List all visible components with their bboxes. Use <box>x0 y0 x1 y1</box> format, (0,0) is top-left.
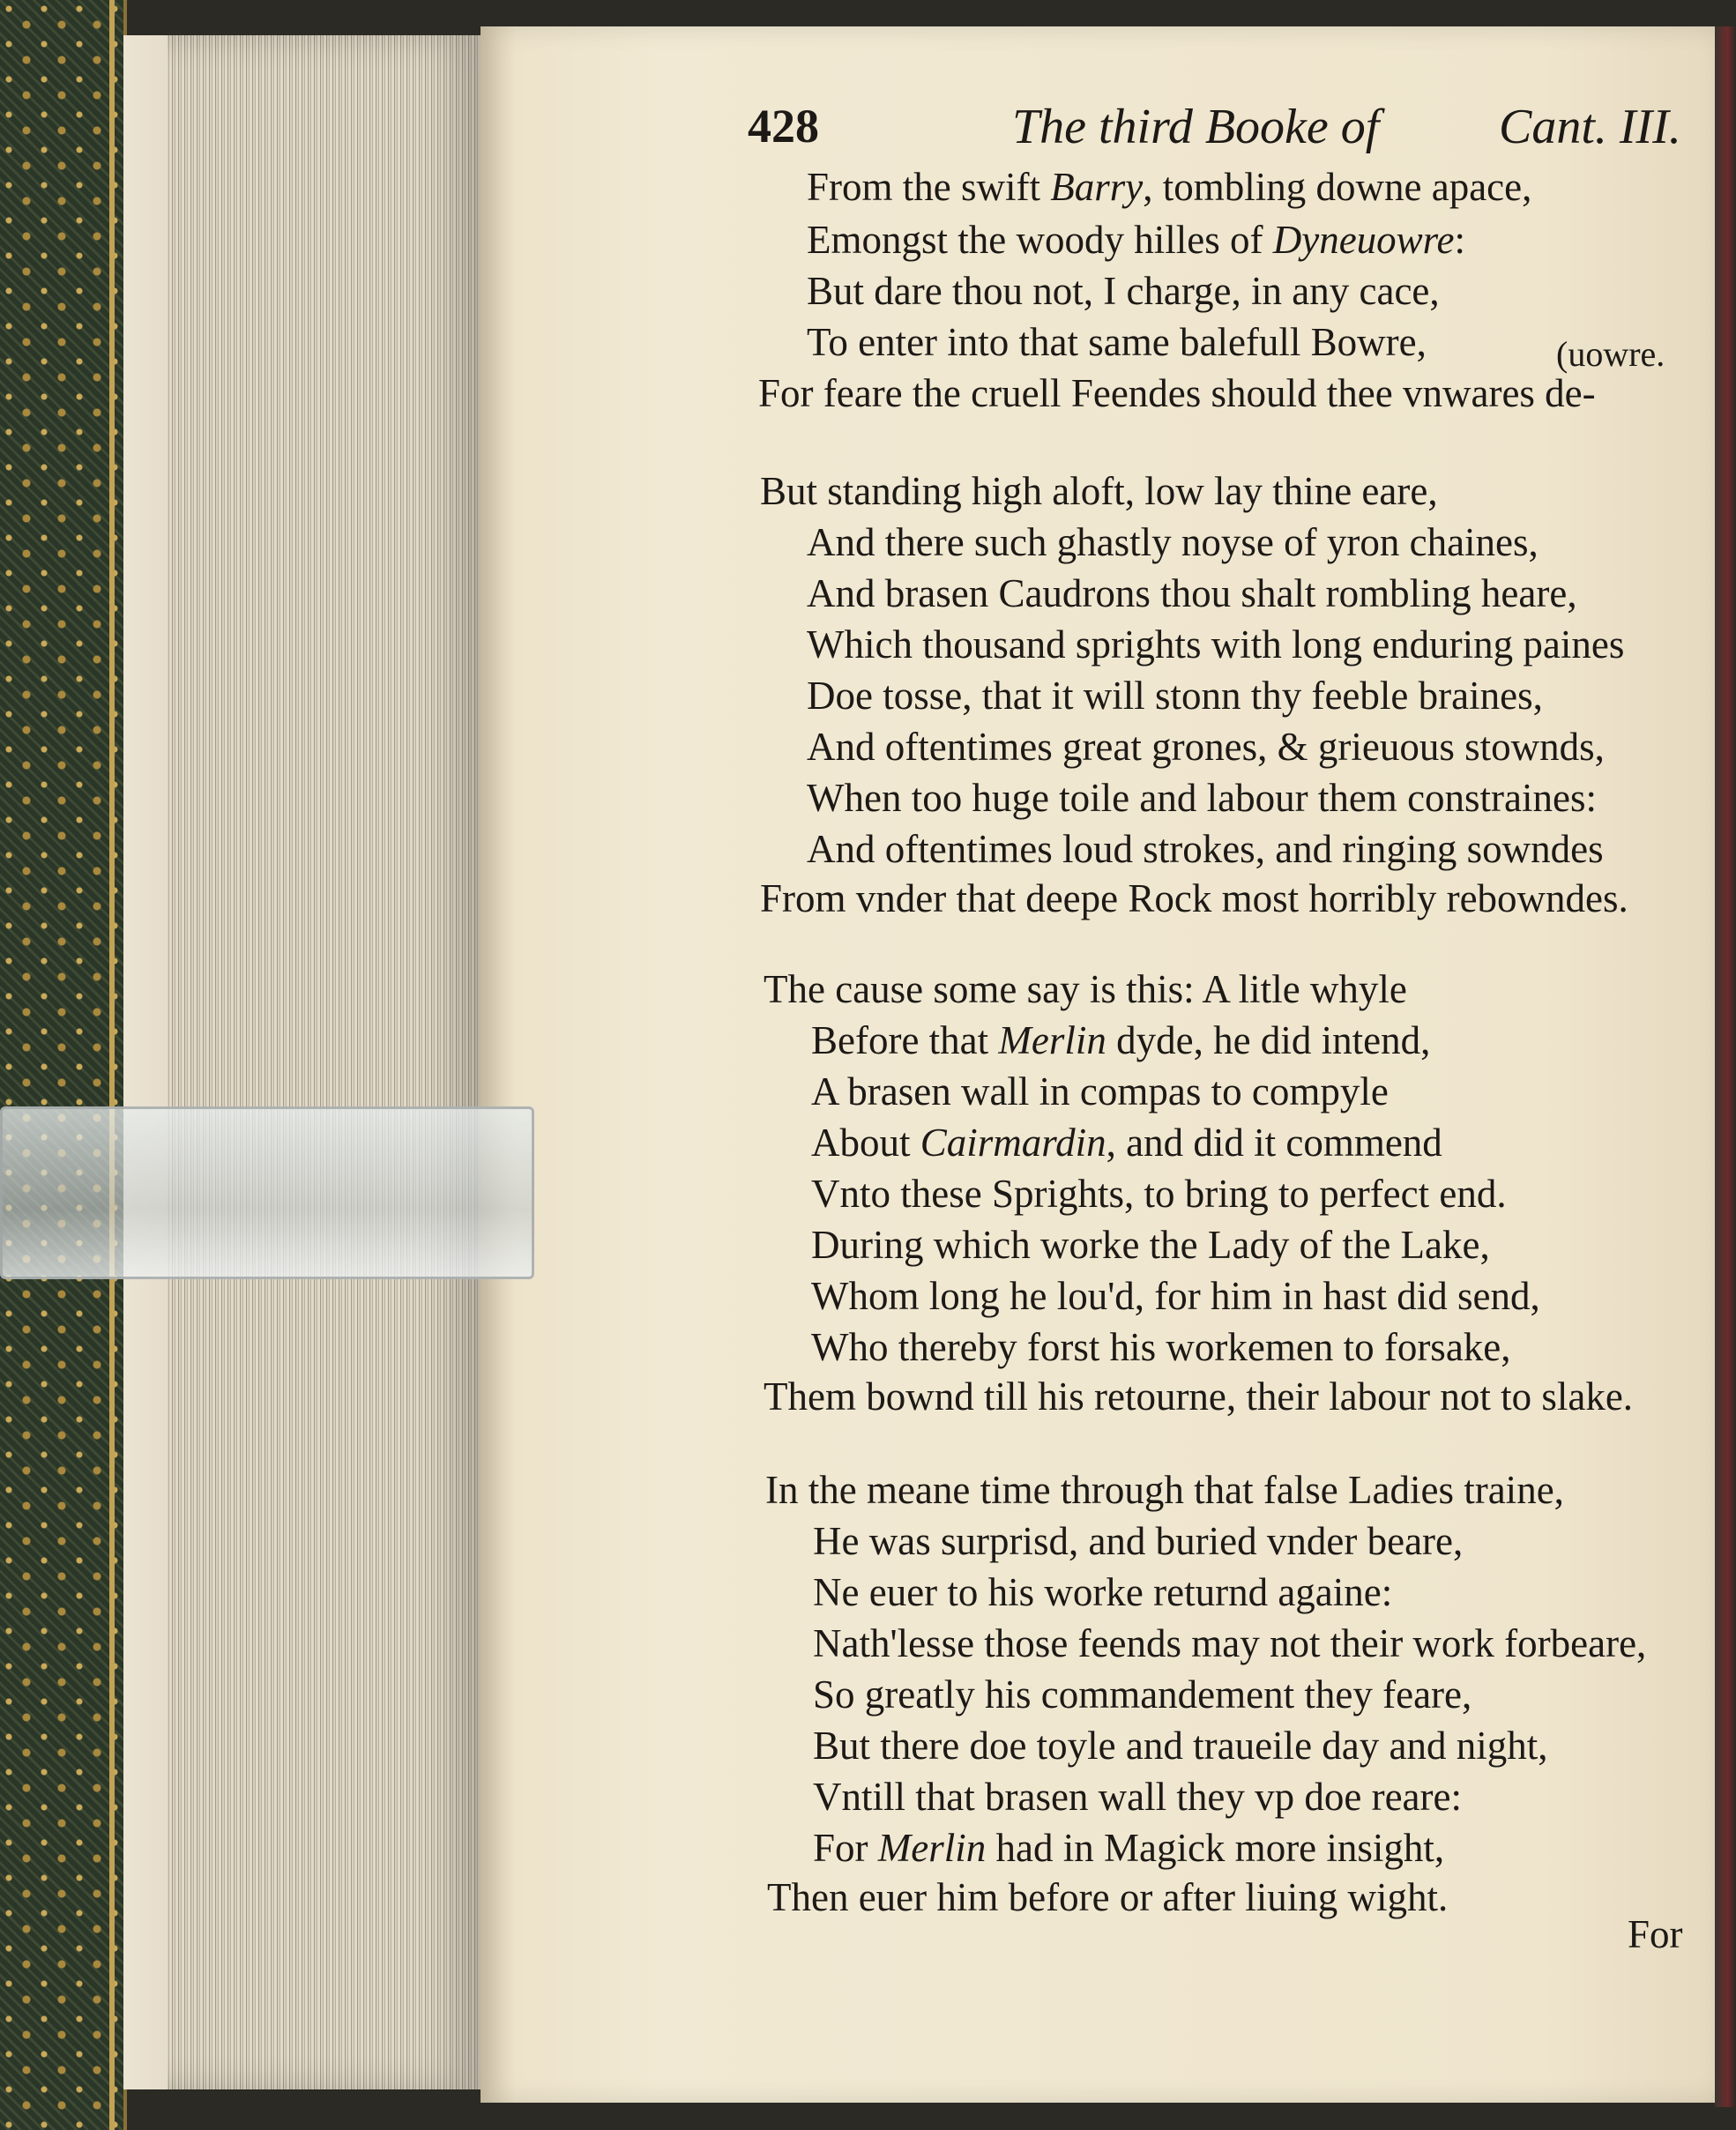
verse-line: For feare the cruell Feendes should thee vnwares de- <box>758 371 1596 415</box>
verse-line: But dare thou not, I charge, in any cace, <box>807 269 1440 313</box>
gilt-cover-edge <box>0 0 127 2130</box>
verse-line: About Cairmardin, and did it commend <box>811 1121 1442 1165</box>
verse-line: Then euer him before or after liuing wight. <box>767 1875 1449 1919</box>
verse-line: And oftentimes great grones, & grieuous stownds, <box>807 725 1605 769</box>
verse-line: But standing high aloft, low lay thine eare, <box>760 469 1438 513</box>
verse-line: He was surprisd, and buried vnder beare, <box>813 1519 1464 1563</box>
verse-line: Ne euer to his worke returnd againe: <box>813 1570 1393 1614</box>
verse-line: In the meane time through that false Ladies traine, <box>765 1468 1564 1512</box>
verse-line: And brasen Caudrons thou shalt rombling heare, <box>807 571 1577 615</box>
canto-label: Cant. III. <box>1499 100 1681 154</box>
verse-line: Who thereby forst his workemen to forsake, <box>811 1325 1511 1369</box>
verse-line: Nath'lesse those feends may not their work forbeare, <box>813 1621 1647 1665</box>
clear-page-clip <box>0 1106 534 1279</box>
verse-line: During which worke the Lady of the Lake, <box>811 1223 1490 1267</box>
verse-line: To enter into that same balefull Bowre, <box>807 320 1427 364</box>
verse-line: Emongst the woody hilles of Dyneuowre: <box>807 218 1466 262</box>
verse-line: Whom long he lou'd, for him in hast did send, <box>811 1274 1540 1318</box>
verse-line: Doe tosse, that it will stonn thy feeble braines, <box>807 674 1543 718</box>
catchword: For <box>1628 1912 1683 1956</box>
page-fore-edge <box>123 35 481 2089</box>
verse-line: Before that Merlin dyde, he did intend, <box>811 1018 1431 1062</box>
verse-line: From vnder that deepe Rock most horribly rebowndes. <box>760 876 1628 920</box>
running-title: The third Booke of <box>1012 100 1380 154</box>
page-number: 428 <box>748 100 819 153</box>
verse-line: Vnto these Sprights, to bring to perfect end. <box>811 1172 1507 1216</box>
book-spine-edge <box>1715 26 1736 2107</box>
verse-line: Which thousand sprights with long enduring paines <box>807 622 1625 667</box>
verse-line: The cause some say is this: A litle whyle <box>764 967 1407 1011</box>
verse-line: So greatly his commandement they feare, <box>813 1672 1472 1717</box>
verse-line: And oftentimes loud strokes, and ringing sowndes <box>807 827 1604 871</box>
verse-line: Them bownd till his retourne, their labour not to slake. <box>764 1374 1634 1419</box>
verse-line: Vntill that brasen wall they vp doe reare: <box>813 1775 1462 1819</box>
turnover-text: (uowre. <box>1556 334 1665 374</box>
verse-line: A brasen wall in compas to compyle <box>811 1069 1389 1113</box>
verse-line: When too huge toile and labour them constraines: <box>807 776 1598 820</box>
verse-line: For Merlin had in Magick more insight, <box>813 1826 1445 1870</box>
verse-line: From the swift Barry, tombling downe apace, <box>807 165 1532 209</box>
verse-line: And there such ghastly noyse of yron chaines, <box>807 520 1539 564</box>
verse-line: But there doe toyle and traueile day and night, <box>813 1724 1548 1768</box>
